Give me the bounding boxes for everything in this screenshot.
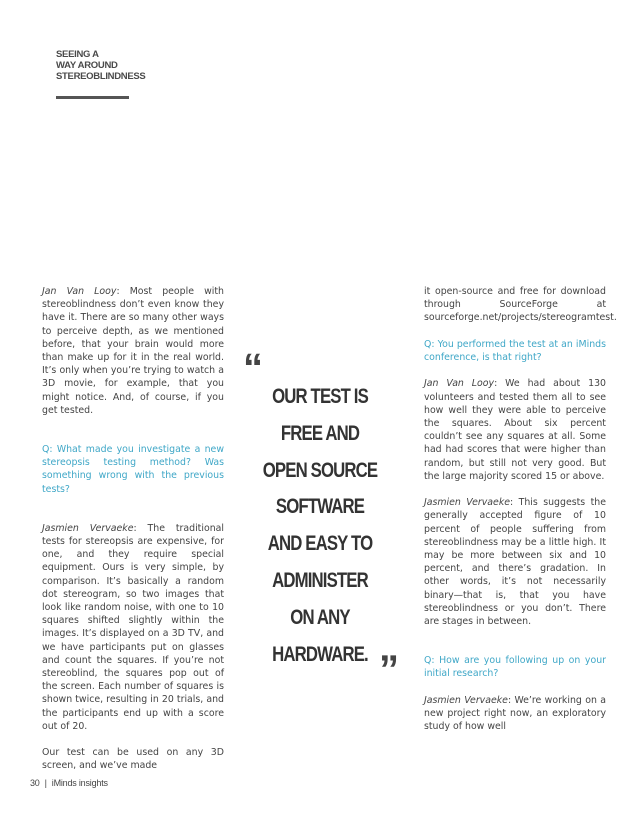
- left-column: [42, 285, 224, 786]
- speaker-name: Jasmien Vervaeke: [42, 522, 134, 534]
- page-number: 30: [30, 778, 40, 788]
- question-paragraph: Q: How are you following up on your initial research?: [424, 655, 606, 680]
- pull-quote-line: OUR TEST IS: [272, 384, 368, 408]
- pull-quote-line: ADMINISTER: [272, 567, 368, 592]
- answer-paragraph: Our test can be used on any 3D screen, and we’ve made: [42, 747, 224, 772]
- answer-text: : This suggests the generally accepted figure of 10 percent of people suffering from stereoblindness may be a little high. It may be more between six and 10 percent, and there’s gradation. In other words, it’s not necessarily binary—that is, that you have stereoblindness or you don’t. There are stages in between.: [424, 497, 606, 628]
- speaker-name: Jasmien Vervaeke: [424, 694, 508, 706]
- answer-text: : Most people with stereoblindness don’t even know they have it. There are so many other ways to perceive depth, as we mentioned before, that your brain would more than make up for it in the real world. It’s only when you’re trying to watch a 3D movie, for example, that you might notice. And, of course, if you get tested.: [42, 286, 225, 416]
- pull-quote-line: AND EASY TO: [267, 531, 373, 556]
- speaker-name: Jan Van Looy: [424, 378, 495, 390]
- answer-text: : We had about 130 volunteers and tested them all to see how well they were able to perceive the squares. About six percent couldn’t see any squares at all. Some had had scores that were higher than random, but still not very good. But the large majority scored 15 or above.: [424, 378, 607, 482]
- answer-paragraph: [42, 522, 224, 733]
- footer-separator: |: [44, 778, 47, 788]
- right-column: [424, 285, 617, 747]
- answer-paragraph: [424, 377, 606, 483]
- close-quote-mark: ”: [379, 648, 399, 692]
- pull-quote-line: ON ANY: [290, 604, 350, 629]
- speaker-name: Jan Van Looy: [42, 286, 117, 297]
- kicker-line: WAY AROUND: [56, 60, 118, 71]
- kicker-line: SEEING A: [56, 49, 99, 60]
- question-paragraph: Q: What made you investigate a new stereopsis testing method? Was something wrong with the previous tests?: [42, 444, 224, 495]
- answer-paragraph: [42, 285, 224, 417]
- section-kicker: [56, 49, 166, 82]
- pull-quote: [262, 378, 378, 672]
- pull-quote-line: OPEN SOURCE: [262, 457, 378, 482]
- pull-quote-line: FREE AND: [280, 420, 360, 445]
- answer-paragraph: [424, 496, 606, 628]
- answer-text: : We’re working on a new project right now, an exploratory study of how well: [424, 694, 606, 733]
- pull-quote-line: HARDWARE.: [272, 641, 368, 666]
- pull-quote-line: SOFTWARE: [275, 494, 365, 519]
- answer-text: : The traditional tests for stereopsis are expensive, for one, and they require special equipment. Ours is very simple, by comparison. It’s basically a random dot stereogram, so two images that look like random noise, with one to 10 squares shifted slightly within the images. It’s displayed on a 3D TV, and we have participants put on glasses and count the squares. If you’re not stereoblind, the squares pop out of the screen. Each number of squares is shown twice, resulting in 20 trials, and the participants end up with a score out of 20.: [42, 522, 224, 732]
- page-footer: [30, 778, 108, 788]
- publication-name: iMinds insights: [51, 778, 108, 788]
- kicker-rule: [56, 96, 129, 99]
- answer-paragraph: [424, 694, 606, 734]
- question-paragraph: Q: You performed the test at an iMinds conference, is that right?: [424, 338, 606, 363]
- kicker-line: STEREOBLINDNESS: [56, 71, 146, 82]
- speaker-name: Jasmien Vervaeke: [424, 497, 511, 509]
- answer-paragraph: it open-source and free for download through SourceForge at sourceforge.net/projects/stereogramtest.: [424, 286, 617, 324]
- open-quote-mark: “: [243, 346, 263, 390]
